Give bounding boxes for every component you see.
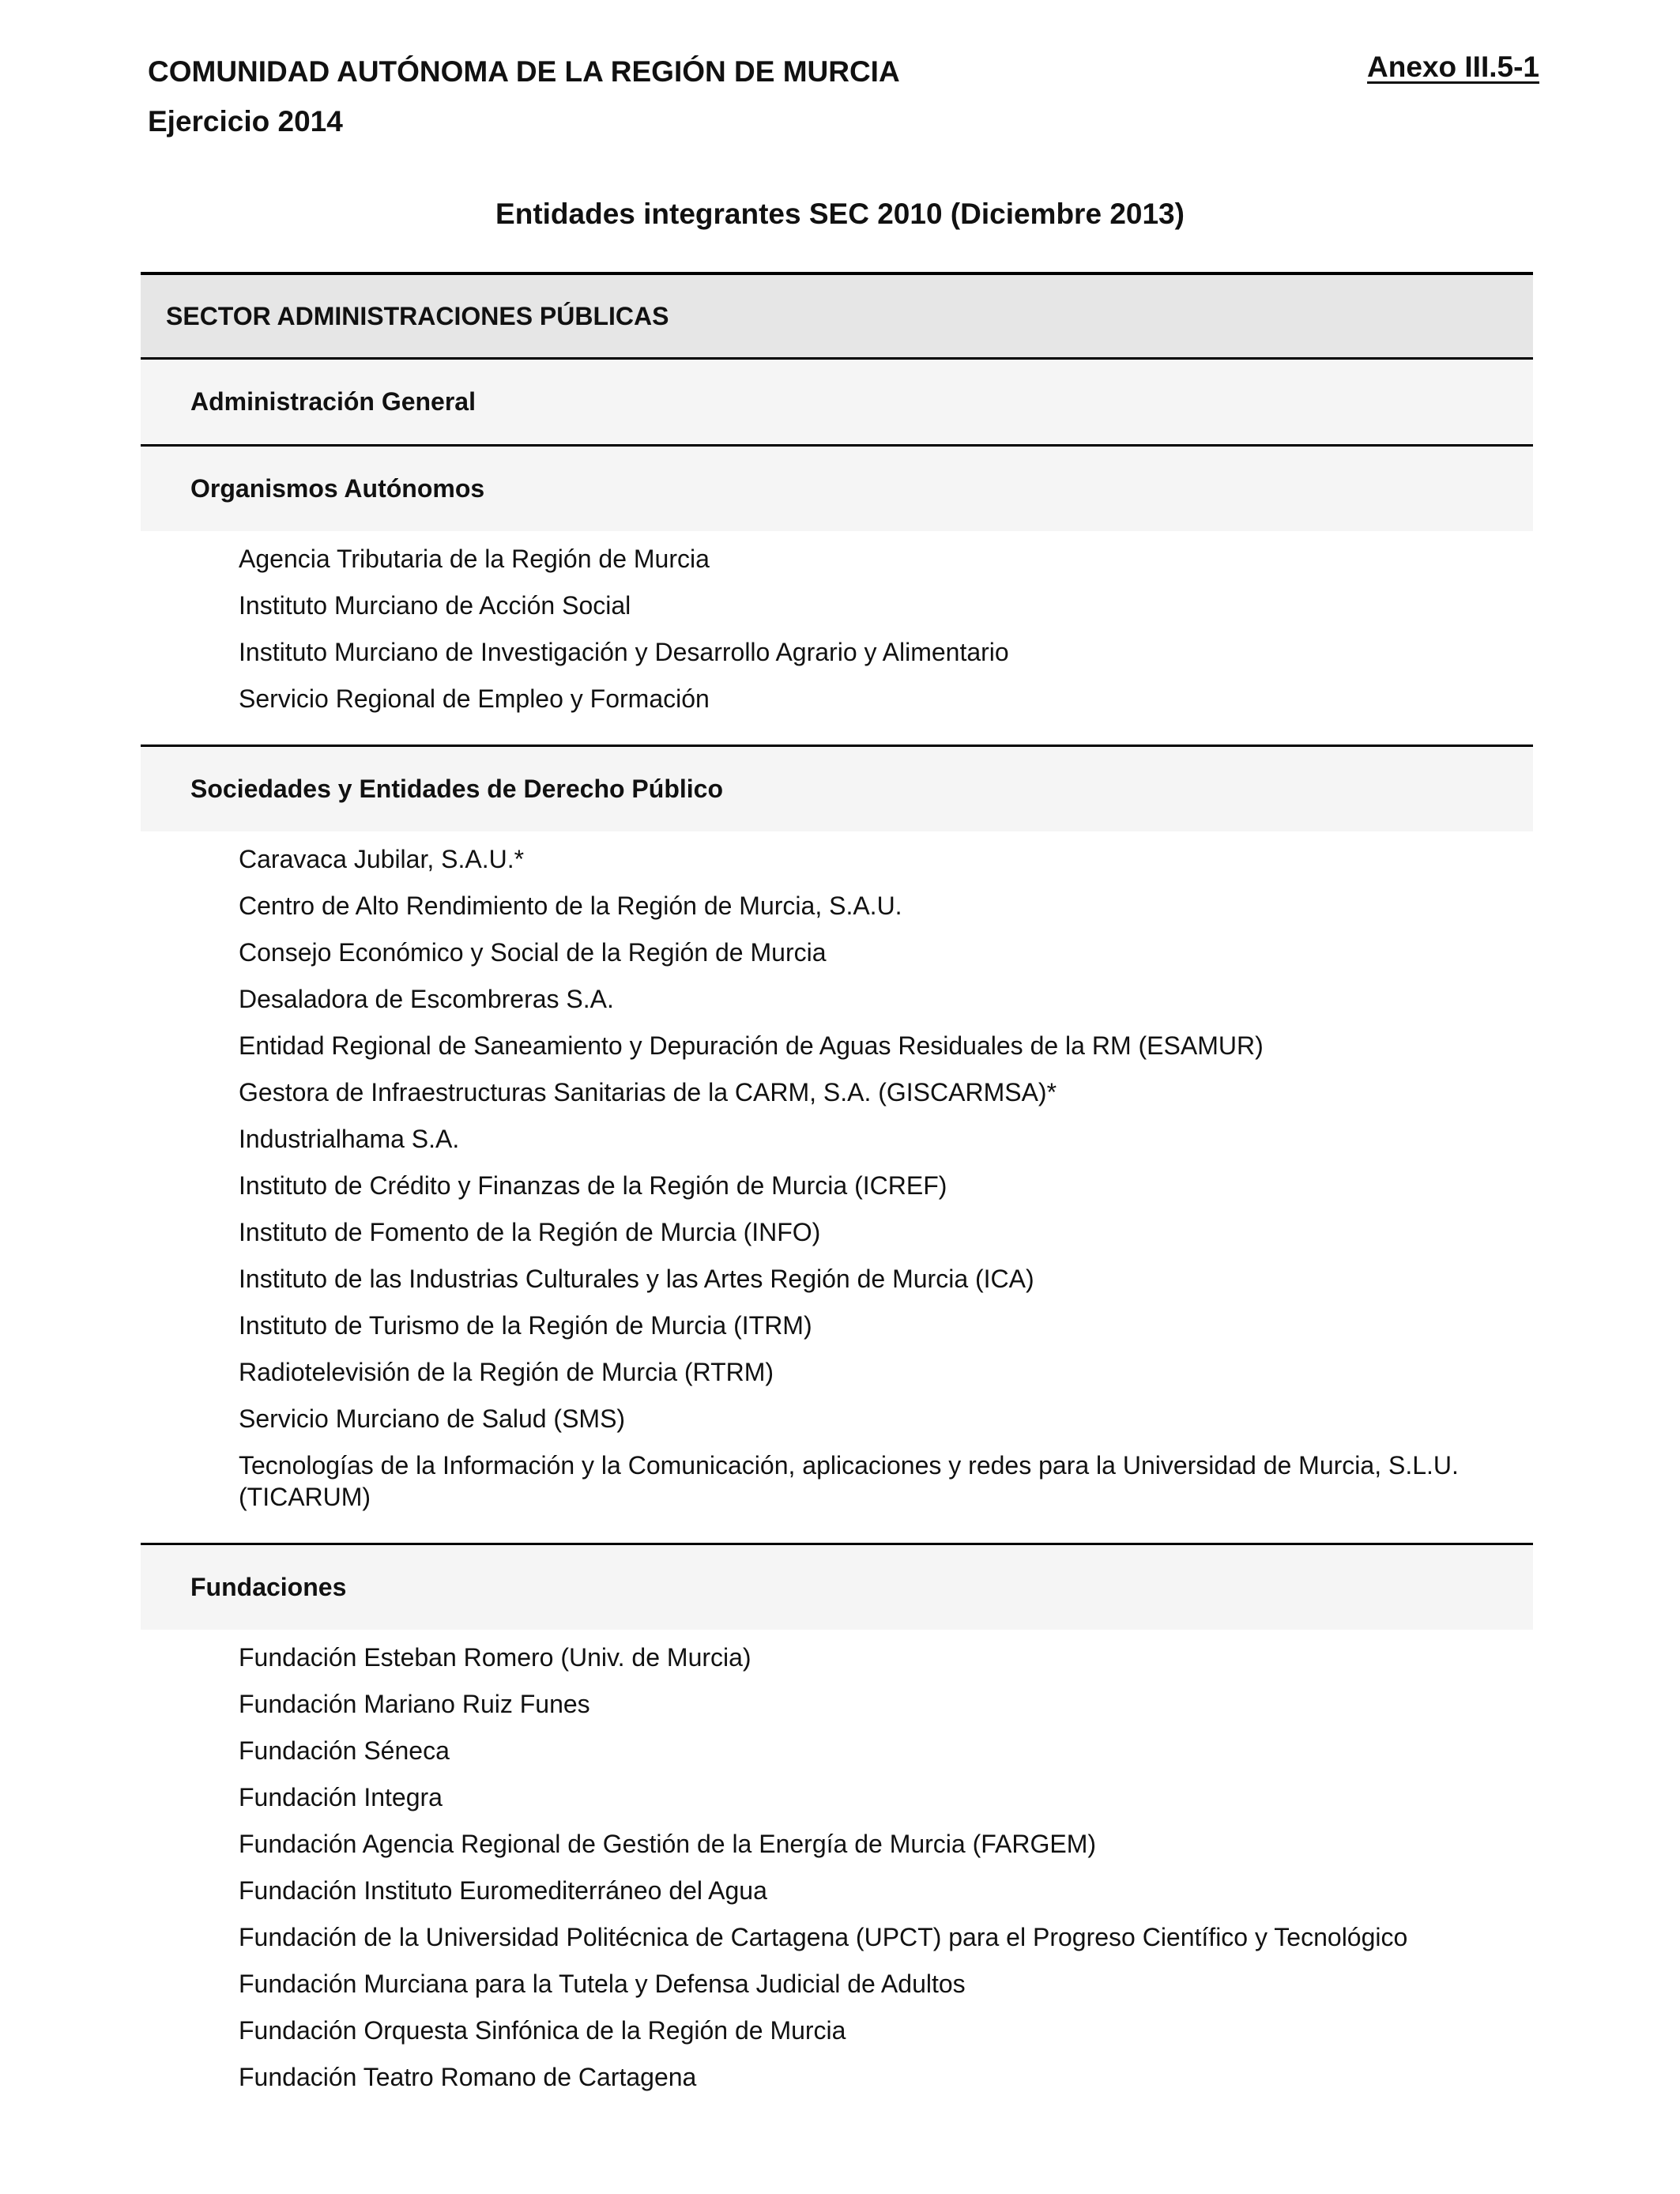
list-item: Instituto Murciano de Acción Social [239,591,631,620]
group-administracion-general [141,357,1533,444]
list-item: Fundación Esteban Romero (Univ. de Murcia) [239,1643,751,1672]
group-fundaciones [141,1543,1533,2123]
list-item: Fundación Agencia Regional de Gestión de la Energía de Murcia (FARGEM) [239,1830,1097,1858]
list-item: Entidad Regional de Saneamiento y Depuración de Aguas Residuales de la RM (ESAMUR) [239,1031,1264,1060]
list-item: Fundación Teatro Romano de Cartagena [239,2063,697,2091]
organization-name: COMUNIDAD AUTÓNOMA DE LA REGIÓN DE MURCIA [148,55,900,88]
list-item: Gestora de Infraestructuras Sanitarias de la CARM, S.A. (GISCARMSA)* [239,1078,1057,1106]
group-header: Sociedades y Entidades de Derecho Público [141,745,1533,831]
annex-reference: Anexo III.5-1 [1367,51,1539,83]
group-sociedades-entidades [141,745,1533,1543]
list-item: Centro de Alto Rendimiento de la Región de Murcia, S.A.U. [239,892,902,920]
list-item: Servicio Murciano de Salud (SMS) [239,1404,626,1433]
list-item: Fundación Murciana para la Tutela y Defensa Judicial de Adultos [239,1970,966,1998]
group-items [141,1630,1533,2123]
group-organismos-autonomos [141,444,1533,745]
list-item: Desaladora de Escombreras S.A. [239,985,614,1013]
list-item: Consejo Económico y Social de la Región de Murcia [239,938,827,967]
list-item: Instituto de Turismo de la Región de Murcia (ITRM) [239,1311,812,1340]
list-item: Instituto de Crédito y Finanzas de la Región de Murcia (ICREF) [239,1171,947,1200]
fiscal-year: Ejercicio 2014 [148,105,343,138]
group-items [141,831,1533,1543]
list-item: Instituto de las Industrias Culturales y las Artes Región de Murcia (ICA) [239,1265,1034,1293]
list-item: Fundación Orquesta Sinfónica de la Región de Murcia [239,2016,846,2045]
list-item: Instituto de Fomento de la Región de Murcia (INFO) [239,1218,821,1246]
entity-list [141,272,1533,2123]
document-title: Entidades integrantes SEC 2010 (Diciembre 2013) [495,198,1185,230]
list-item: Caravaca Jubilar, S.A.U.* [239,845,525,873]
list-item: Fundación Integra [239,1783,443,1811]
list-item: Radiotelevisión de la Región de Murcia (RTRM) [239,1358,774,1386]
group-items [141,531,1533,745]
list-item: Fundación Séneca [239,1736,450,1765]
sector-header: SECTOR ADMINISTRACIONES PÚBLICAS [141,272,1533,357]
list-item: Agencia Tributaria de la Región de Murcia [239,545,710,573]
list-item: Instituto Murciano de Investigación y Desarrollo Agrario y Alimentario [239,638,1009,666]
list-item: Servicio Regional de Empleo y Formación [239,684,710,713]
list-item: Fundación Mariano Ruiz Funes [239,1690,590,1718]
list-item: Fundación Instituto Euromediterráneo del Agua [239,1876,767,1905]
list-item: Tecnologías de la Información y la Comunicación, aplicaciones y redes para la Universidad de Murcia, S.L.U. (TICARUM) [239,1451,1459,1511]
list-item: Industrialhama S.A. [239,1125,460,1153]
list-item: Fundación de la Universidad Politécnica de Cartagena (UPCT) para el Progreso Científico y Tecnológico [239,1923,1408,1951]
group-header: Organismos Autónomos [141,444,1533,531]
group-header: Administración General [141,357,1533,444]
group-header: Fundaciones [141,1543,1533,1630]
